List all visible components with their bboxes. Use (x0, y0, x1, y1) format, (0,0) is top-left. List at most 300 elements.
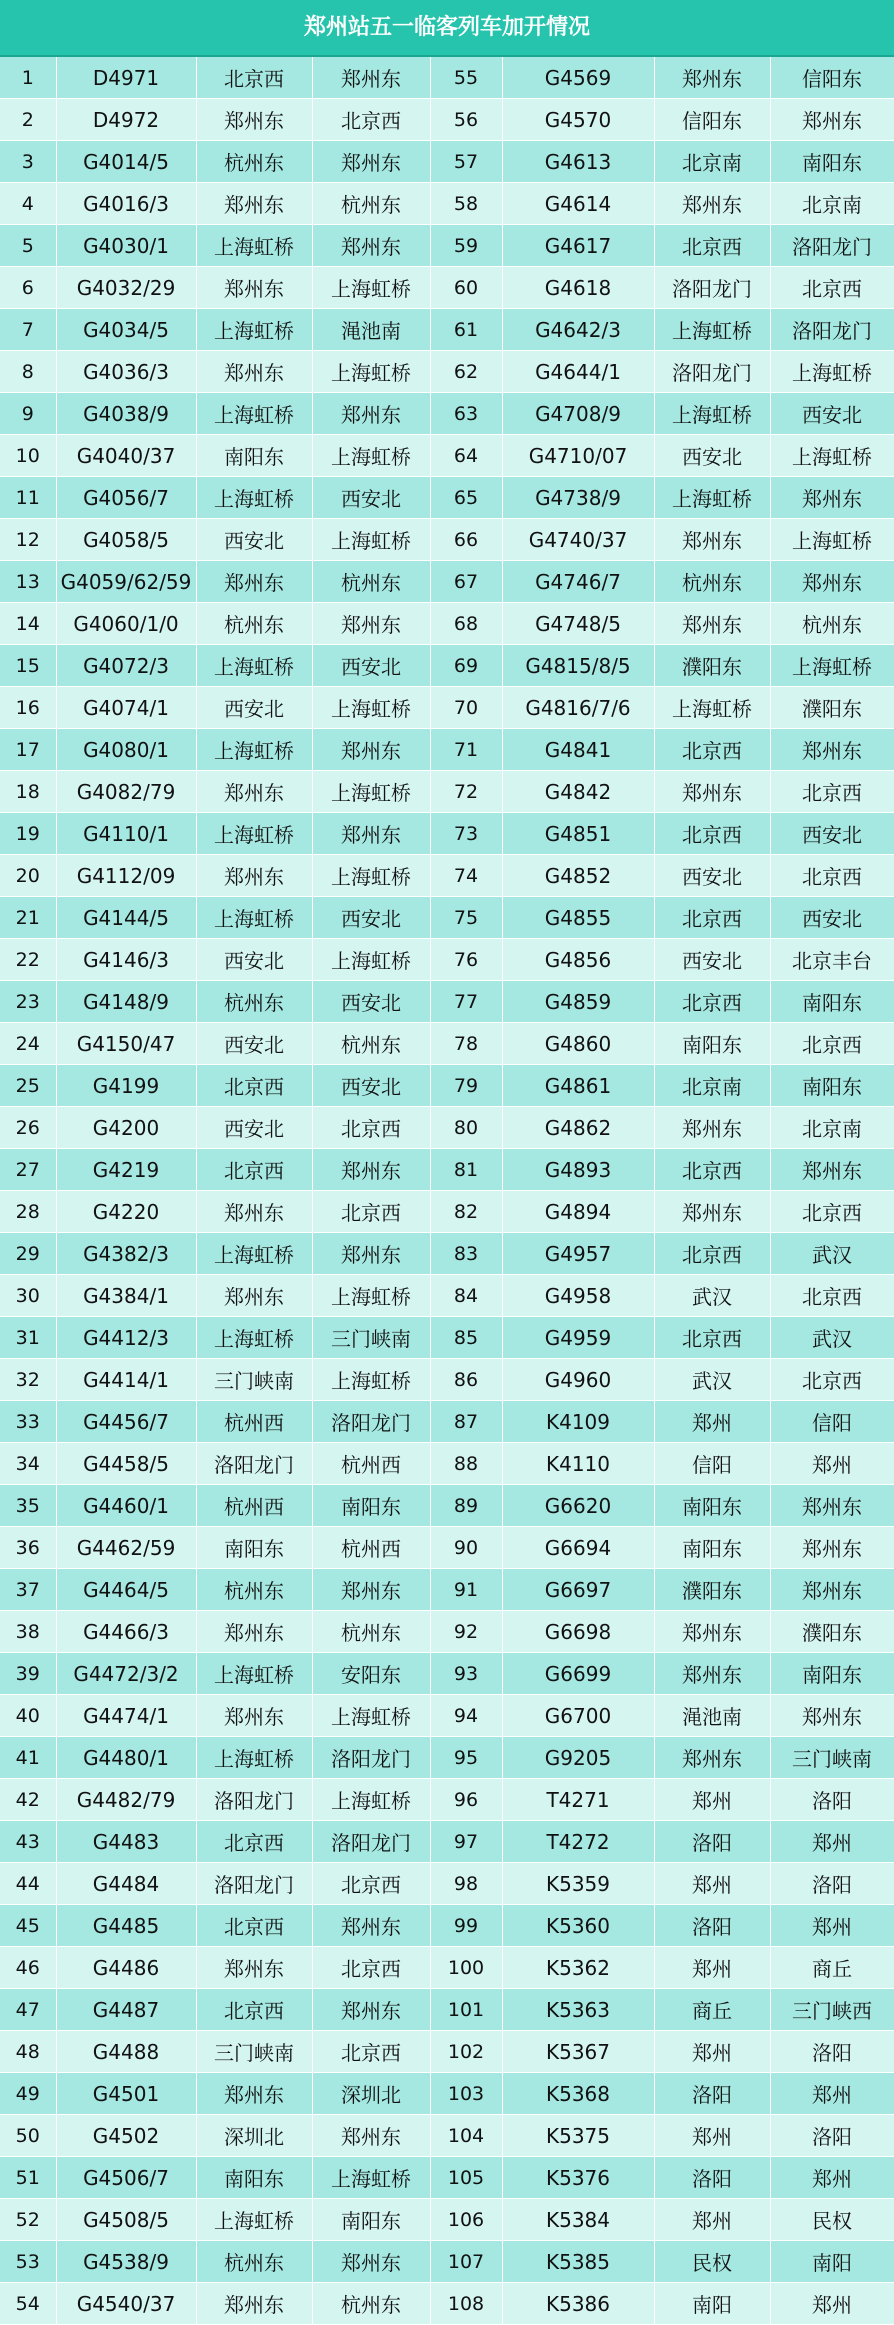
destination-station: 洛阳龙门 (770, 309, 894, 351)
destination-station: 郑州东 (770, 561, 894, 603)
row-number: 65 (430, 477, 502, 519)
destination-station: 郑州 (770, 2157, 894, 2199)
origin-station: 北京西 (196, 1065, 312, 1107)
origin-station: 郑州东 (196, 267, 312, 309)
origin-station: 郑州 (654, 2115, 770, 2157)
destination-station: 上海虹桥 (312, 267, 430, 309)
train-number: G4414/1 (56, 1359, 196, 1401)
train-number: G4072/3 (56, 645, 196, 687)
origin-station: 杭州东 (654, 561, 770, 603)
destination-station: 北京西 (770, 267, 894, 309)
row-number: 86 (430, 1359, 502, 1401)
table-row (0, 1191, 894, 1233)
row-number: 74 (430, 855, 502, 897)
table-row (0, 897, 894, 939)
origin-station: 郑州东 (196, 1611, 312, 1653)
train-number: K5386 (502, 2283, 654, 2325)
row-number: 41 (0, 1737, 56, 1779)
origin-station: 西安北 (196, 687, 312, 729)
train-number: G4816/7/6 (502, 687, 654, 729)
row-number: 38 (0, 1611, 56, 1653)
row-number: 19 (0, 813, 56, 855)
train-number: G4464/5 (56, 1569, 196, 1611)
origin-station: 北京西 (654, 225, 770, 267)
origin-station: 西安北 (654, 855, 770, 897)
train-number: G4146/3 (56, 939, 196, 981)
row-number: 34 (0, 1443, 56, 1485)
destination-station: 北京西 (312, 2031, 430, 2073)
destination-station: 上海虹桥 (312, 351, 430, 393)
train-table (0, 57, 894, 2325)
destination-station: 上海虹桥 (312, 1275, 430, 1317)
destination-station: 洛阳龙门 (770, 225, 894, 267)
row-number: 103 (430, 2073, 502, 2115)
origin-station: 杭州东 (196, 2241, 312, 2283)
train-number: G4569 (502, 57, 654, 99)
train-number: G9205 (502, 1737, 654, 1779)
origin-station: 北京南 (654, 141, 770, 183)
destination-station: 郑州东 (770, 729, 894, 771)
row-number: 29 (0, 1233, 56, 1275)
row-number: 87 (430, 1401, 502, 1443)
destination-station: 郑州东 (770, 1485, 894, 1527)
destination-station: 杭州东 (312, 183, 430, 225)
row-number: 89 (430, 1485, 502, 1527)
destination-station: 渑池南 (312, 309, 430, 351)
table-row (0, 1653, 894, 1695)
train-number: G4738/9 (502, 477, 654, 519)
destination-station: 郑州东 (312, 1569, 430, 1611)
destination-station: 洛阳龙门 (312, 1737, 430, 1779)
row-number: 47 (0, 1989, 56, 2031)
destination-station: 郑州东 (312, 2241, 430, 2283)
train-number: G6698 (502, 1611, 654, 1653)
table-row (0, 2241, 894, 2283)
destination-station: 郑州东 (312, 1905, 430, 1947)
origin-station: 北京西 (654, 981, 770, 1023)
row-number: 81 (430, 1149, 502, 1191)
train-number: K5362 (502, 1947, 654, 1989)
origin-station: 北京西 (196, 1149, 312, 1191)
table-row (0, 1107, 894, 1149)
train-number: G4014/5 (56, 141, 196, 183)
origin-station: 北京西 (196, 57, 312, 99)
table-row (0, 309, 894, 351)
train-number: G4060/1/0 (56, 603, 196, 645)
origin-station: 上海虹桥 (654, 309, 770, 351)
destination-station: 上海虹桥 (312, 1359, 430, 1401)
row-number: 68 (430, 603, 502, 645)
train-number: K5363 (502, 1989, 654, 2031)
row-number: 31 (0, 1317, 56, 1359)
destination-station: 三门峡西 (770, 1989, 894, 2031)
train-number: G4855 (502, 897, 654, 939)
destination-station: 郑州 (770, 2283, 894, 2325)
origin-station: 洛阳龙门 (196, 1779, 312, 1821)
train-number: G4016/3 (56, 183, 196, 225)
row-number: 10 (0, 435, 56, 477)
train-number: G4570 (502, 99, 654, 141)
table-row (0, 1779, 894, 1821)
row-number: 59 (430, 225, 502, 267)
train-number: G4508/5 (56, 2199, 196, 2241)
train-number: D4971 (56, 57, 196, 99)
destination-station: 杭州西 (312, 1527, 430, 1569)
table-row (0, 267, 894, 309)
destination-station: 濮阳东 (770, 1611, 894, 1653)
row-number: 22 (0, 939, 56, 981)
table-title: 郑州站五一临客列车加开情况 (0, 0, 894, 57)
train-number: G4082/79 (56, 771, 196, 813)
train-number: G6694 (502, 1527, 654, 1569)
row-number: 76 (430, 939, 502, 981)
train-number: G4851 (502, 813, 654, 855)
origin-station: 郑州东 (654, 603, 770, 645)
destination-station: 西安北 (312, 645, 430, 687)
row-number: 90 (430, 1527, 502, 1569)
origin-station: 杭州东 (196, 981, 312, 1023)
table-row (0, 477, 894, 519)
destination-station: 北京丰台 (770, 939, 894, 981)
train-number: G6620 (502, 1485, 654, 1527)
table-row (0, 2073, 894, 2115)
row-number: 105 (430, 2157, 502, 2199)
train-number: G4708/9 (502, 393, 654, 435)
origin-station: 三门峡南 (196, 2031, 312, 2073)
destination-station: 西安北 (312, 477, 430, 519)
row-number: 23 (0, 981, 56, 1023)
train-number: G4032/29 (56, 267, 196, 309)
train-number: G4059/62/59 (56, 561, 196, 603)
table-row (0, 645, 894, 687)
table-row (0, 1905, 894, 1947)
train-number: K4110 (502, 1443, 654, 1485)
destination-station: 安阳东 (312, 1653, 430, 1695)
row-number: 14 (0, 603, 56, 645)
origin-station: 渑池南 (654, 1695, 770, 1737)
destination-station: 郑州东 (770, 1149, 894, 1191)
table-row (0, 813, 894, 855)
destination-station: 郑州东 (770, 1695, 894, 1737)
destination-station: 北京南 (770, 1107, 894, 1149)
train-number: G4486 (56, 1947, 196, 1989)
row-number: 48 (0, 2031, 56, 2073)
destination-station: 西安北 (770, 897, 894, 939)
row-number: 61 (430, 309, 502, 351)
destination-station: 西安北 (312, 897, 430, 939)
train-number: G4080/1 (56, 729, 196, 771)
origin-station: 上海虹桥 (196, 645, 312, 687)
train-number: G6697 (502, 1569, 654, 1611)
destination-station: 北京西 (312, 1107, 430, 1149)
row-number: 99 (430, 1905, 502, 1947)
origin-station: 郑州东 (196, 99, 312, 141)
origin-station: 郑州 (654, 1401, 770, 1443)
train-number: G4842 (502, 771, 654, 813)
row-number: 96 (430, 1779, 502, 1821)
table-row (0, 2157, 894, 2199)
row-number: 42 (0, 1779, 56, 1821)
origin-station: 南阳东 (654, 1023, 770, 1065)
table-row (0, 2115, 894, 2157)
table-row (0, 2031, 894, 2073)
row-number: 72 (430, 771, 502, 813)
destination-station: 郑州东 (770, 1569, 894, 1611)
row-number: 45 (0, 1905, 56, 1947)
origin-station: 上海虹桥 (196, 1317, 312, 1359)
origin-station: 郑州东 (196, 561, 312, 603)
train-number: G4034/5 (56, 309, 196, 351)
row-number: 18 (0, 771, 56, 813)
origin-station: 西安北 (196, 1107, 312, 1149)
origin-station: 洛阳龙门 (196, 1443, 312, 1485)
train-number: G4484 (56, 1863, 196, 1905)
origin-station: 郑州东 (196, 183, 312, 225)
destination-station: 西安北 (312, 1065, 430, 1107)
origin-station: 郑州东 (654, 1191, 770, 1233)
train-number: G4958 (502, 1275, 654, 1317)
destination-station: 郑州东 (312, 1149, 430, 1191)
origin-station: 郑州东 (196, 2073, 312, 2115)
train-number: G4642/3 (502, 309, 654, 351)
table-row (0, 1821, 894, 1863)
row-number: 57 (430, 141, 502, 183)
row-number: 94 (430, 1695, 502, 1737)
row-number: 8 (0, 351, 56, 393)
train-number: G4485 (56, 1905, 196, 1947)
train-number: G4462/59 (56, 1527, 196, 1569)
row-number: 106 (430, 2199, 502, 2241)
row-number: 1 (0, 57, 56, 99)
table-row (0, 2283, 894, 2325)
table-row (0, 1317, 894, 1359)
origin-station: 上海虹桥 (196, 1653, 312, 1695)
train-number: K5359 (502, 1863, 654, 1905)
destination-station: 上海虹桥 (312, 519, 430, 561)
table-row (0, 141, 894, 183)
origin-station: 上海虹桥 (196, 729, 312, 771)
train-number: G4038/9 (56, 393, 196, 435)
row-number: 54 (0, 2283, 56, 2325)
train-number: G4150/47 (56, 1023, 196, 1065)
destination-station: 郑州东 (770, 477, 894, 519)
destination-station: 郑州东 (312, 141, 430, 183)
train-number: K5384 (502, 2199, 654, 2241)
destination-station: 郑州东 (770, 1527, 894, 1569)
destination-station: 郑州东 (312, 813, 430, 855)
train-number: G4466/3 (56, 1611, 196, 1653)
origin-station: 郑州 (654, 1863, 770, 1905)
destination-station: 三门峡南 (770, 1737, 894, 1779)
origin-station: 深圳北 (196, 2115, 312, 2157)
train-number: T4272 (502, 1821, 654, 1863)
origin-station: 洛阳龙门 (654, 267, 770, 309)
origin-station: 郑州东 (654, 1737, 770, 1779)
table-row (0, 1275, 894, 1317)
origin-station: 北京西 (654, 1317, 770, 1359)
row-number: 46 (0, 1947, 56, 1989)
train-number: G4960 (502, 1359, 654, 1401)
table-row (0, 687, 894, 729)
train-number: G4861 (502, 1065, 654, 1107)
row-number: 33 (0, 1401, 56, 1443)
train-number: G4112/09 (56, 855, 196, 897)
table-row (0, 57, 894, 99)
row-number: 63 (430, 393, 502, 435)
destination-station: 南阳东 (770, 1065, 894, 1107)
row-number: 50 (0, 2115, 56, 2157)
row-number: 100 (430, 1947, 502, 1989)
destination-station: 北京西 (312, 1863, 430, 1905)
origin-station: 上海虹桥 (196, 2199, 312, 2241)
destination-station: 上海虹桥 (312, 939, 430, 981)
origin-station: 北京西 (654, 813, 770, 855)
origin-station: 北京西 (654, 1233, 770, 1275)
row-number: 66 (430, 519, 502, 561)
origin-station: 北京西 (654, 1149, 770, 1191)
row-number: 52 (0, 2199, 56, 2241)
train-number: G4894 (502, 1191, 654, 1233)
origin-station: 濮阳东 (654, 645, 770, 687)
origin-station: 杭州西 (196, 1401, 312, 1443)
train-number: G6700 (502, 1695, 654, 1737)
destination-station: 郑州东 (770, 99, 894, 141)
train-number: G4959 (502, 1317, 654, 1359)
origin-station: 南阳东 (196, 2157, 312, 2199)
table-row (0, 771, 894, 813)
origin-station: 郑州东 (196, 1947, 312, 1989)
train-number: G4860 (502, 1023, 654, 1065)
origin-station: 濮阳东 (654, 1569, 770, 1611)
table-row (0, 1065, 894, 1107)
row-number: 108 (430, 2283, 502, 2325)
train-number: G4852 (502, 855, 654, 897)
table-row (0, 1737, 894, 1779)
destination-station: 郑州东 (312, 225, 430, 267)
table-row (0, 855, 894, 897)
train-number: G4613 (502, 141, 654, 183)
row-number: 11 (0, 477, 56, 519)
train-number: G4893 (502, 1149, 654, 1191)
train-number: G4614 (502, 183, 654, 225)
row-number: 44 (0, 1863, 56, 1905)
train-number: G4859 (502, 981, 654, 1023)
row-number: 16 (0, 687, 56, 729)
origin-station: 郑州 (654, 2199, 770, 2241)
destination-station: 郑州东 (312, 2115, 430, 2157)
train-number: K5375 (502, 2115, 654, 2157)
row-number: 75 (430, 897, 502, 939)
table-row (0, 1863, 894, 1905)
row-number: 93 (430, 1653, 502, 1695)
destination-station: 北京西 (770, 1023, 894, 1065)
destination-station: 上海虹桥 (312, 1779, 430, 1821)
table-row (0, 2199, 894, 2241)
row-number: 98 (430, 1863, 502, 1905)
table-row (0, 1359, 894, 1401)
row-number: 24 (0, 1023, 56, 1065)
train-number: D4972 (56, 99, 196, 141)
table-row (0, 1947, 894, 1989)
row-number: 77 (430, 981, 502, 1023)
train-number: G4710/07 (502, 435, 654, 477)
table-row (0, 939, 894, 981)
table-row (0, 1149, 894, 1191)
row-number: 40 (0, 1695, 56, 1737)
origin-station: 郑州东 (654, 1107, 770, 1149)
origin-station: 洛阳 (654, 1905, 770, 1947)
destination-station: 北京西 (312, 99, 430, 141)
destination-station: 郑州 (770, 1443, 894, 1485)
destination-station: 上海虹桥 (312, 1695, 430, 1737)
train-number: G4220 (56, 1191, 196, 1233)
origin-station: 杭州西 (196, 1485, 312, 1527)
destination-station: 上海虹桥 (312, 2157, 430, 2199)
row-number: 60 (430, 267, 502, 309)
row-number: 85 (430, 1317, 502, 1359)
origin-station: 郑州东 (196, 351, 312, 393)
train-number: K5385 (502, 2241, 654, 2283)
destination-station: 杭州东 (312, 561, 430, 603)
destination-station: 郑州 (770, 1821, 894, 1863)
destination-station: 郑州东 (312, 1989, 430, 2031)
row-number: 69 (430, 645, 502, 687)
destination-station: 武汉 (770, 1233, 894, 1275)
train-number: G4487 (56, 1989, 196, 2031)
destination-station: 上海虹桥 (312, 435, 430, 477)
destination-station: 杭州东 (312, 1611, 430, 1653)
table-row (0, 1695, 894, 1737)
train-number: T4271 (502, 1779, 654, 1821)
destination-station: 南阳东 (770, 1653, 894, 1695)
train-number: G4058/5 (56, 519, 196, 561)
row-number: 83 (430, 1233, 502, 1275)
table-row (0, 729, 894, 771)
train-number: G6699 (502, 1653, 654, 1695)
row-number: 9 (0, 393, 56, 435)
origin-station: 南阳 (654, 2283, 770, 2325)
origin-station: 郑州东 (196, 771, 312, 813)
origin-station: 郑州 (654, 2031, 770, 2073)
table-row (0, 1401, 894, 1443)
row-number: 92 (430, 1611, 502, 1653)
train-number: G4482/79 (56, 1779, 196, 1821)
train-number: G4030/1 (56, 225, 196, 267)
destination-station: 民权 (770, 2199, 894, 2241)
row-number: 20 (0, 855, 56, 897)
destination-station: 杭州东 (312, 2283, 430, 2325)
table-body (0, 57, 894, 2325)
origin-station: 南阳东 (196, 1527, 312, 1569)
origin-station: 郑州东 (196, 855, 312, 897)
origin-station: 上海虹桥 (654, 687, 770, 729)
train-number: K4109 (502, 1401, 654, 1443)
destination-station: 郑州东 (312, 603, 430, 645)
row-number: 27 (0, 1149, 56, 1191)
table-row (0, 1527, 894, 1569)
destination-station: 信阳 (770, 1401, 894, 1443)
row-number: 37 (0, 1569, 56, 1611)
destination-station: 西安北 (312, 981, 430, 1023)
origin-station: 西安北 (196, 1023, 312, 1065)
destination-station: 深圳北 (312, 2073, 430, 2115)
destination-station: 洛阳 (770, 2115, 894, 2157)
destination-station: 南阳东 (770, 981, 894, 1023)
origin-station: 郑州 (654, 1779, 770, 1821)
train-number: G4456/7 (56, 1401, 196, 1443)
origin-station: 洛阳龙门 (196, 1863, 312, 1905)
train-number: G4748/5 (502, 603, 654, 645)
